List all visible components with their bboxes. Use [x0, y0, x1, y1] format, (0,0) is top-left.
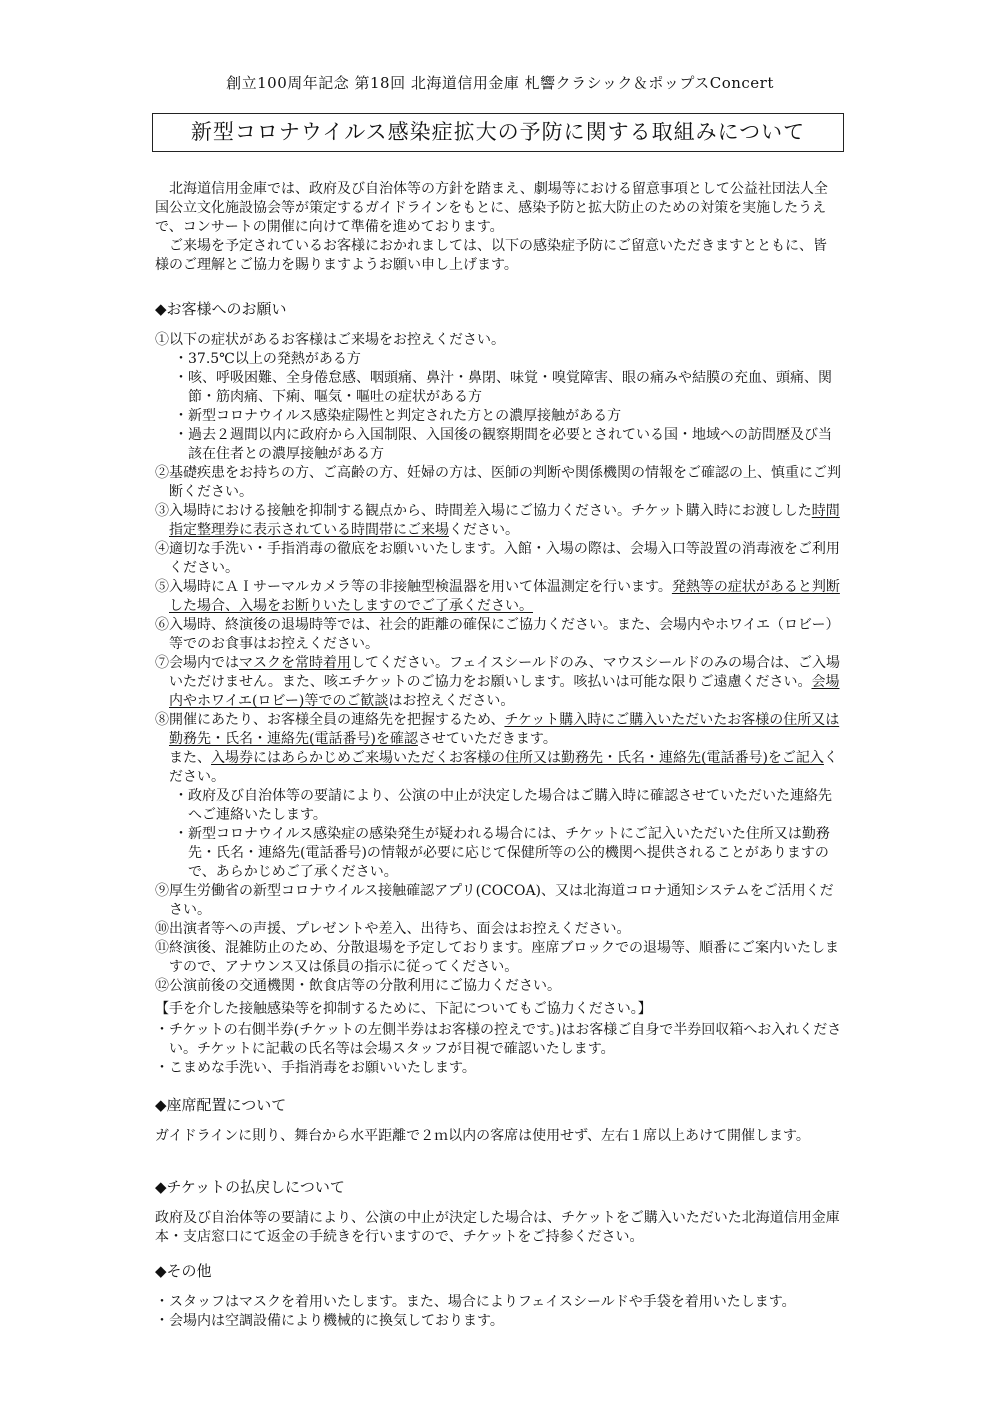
bullet-item: ・スタッフはマスクを着用いたします。また、場合によりフェイスシールドや手袋を着用いたします。: [155, 1294, 796, 1310]
section-text: ガイドラインに則り、舞台から水平距離で２ｍ以内の客席は使用せず、左右１席以上あけて開催します。: [155, 1128, 810, 1144]
section-heading: ◆座席配置について: [155, 1096, 287, 1114]
request-subitem: ・37.5℃以上の発熱がある方: [174, 351, 361, 367]
section-heading: ◆お客様へのお願い: [155, 300, 287, 318]
event-header: 創立100周年記念 第18回 北海道信用金庫 札響クラシック＆ポップスConcert: [226, 74, 774, 92]
request-item-continuation: また、入場券にはあらかじめご来場いただくお客様の住所又は勤務先・氏名・連絡先(電話番号)をご記入ください。: [169, 750, 838, 785]
request-item: ⑧開催にあたり、お客様全員の連絡先を把握するため、チケット購入時にご購入いただいたお客様の住所又は勤務先・氏名・連絡先(電話番号)を確認させていただきます。: [155, 712, 840, 747]
bullet-item: ・こまめな手洗い、手指消毒をお願いいたします。: [155, 1060, 476, 1076]
section-heading: 【手を介した接触感染等を抑制するために、下記についてもご協力ください。】: [155, 1001, 652, 1017]
request-subitem: ・新型コロナウイルス感染症陽性と判定された方との濃厚接触がある方: [174, 408, 622, 424]
request-item: ①以下の症状があるお客様はご来場をお控えください。: [155, 332, 505, 348]
seating-section: [155, 1096, 845, 1146]
underlined-text: 発熱等の症状があると判断した場合、入場をお断りいたしますのでご了承ください。: [169, 579, 840, 614]
intro: [155, 180, 835, 275]
section-heading: ◆その他: [155, 1262, 212, 1280]
refund-section: [155, 1178, 845, 1247]
section-heading: ◆チケットの払戻しについて: [155, 1178, 345, 1196]
intro-paragraph: ご来場を予定されているお客様におかれましては、以下の感染症予防にご留意いただきますとともに、皆様のご理解とご協力を賜りますようお願い申し上げます。: [155, 238, 827, 273]
request-item: ⑪終演後、混雑防止のため、分散退場を予定しております。座席ブロックでの退場等、順番にご案内いたしますので、アナウンス又は係員の指示に従ってください。: [155, 940, 840, 975]
request-subitem: ・過去２週間以内に政府から入国制限、入国後の観察期間を必要とされている国・地域への訪問歴及び当該在住者との濃厚接触がある方: [174, 427, 832, 462]
intro-paragraph: 北海道信用金庫では、政府及び自治体等の方針を踏まえ、劇場等における留意事項として公益社団法人全国公立文化施設協会等が策定するガイドラインをもとに、感染予防と拡大防止のための対策を実施したうえで、コンサートの開催に向けて準備を進めております。: [155, 181, 828, 235]
request-subitem: ・新型コロナウイルス感染症の感染発生が疑われる場合には、チケットにご記入いただいた住所又は勤務先・氏名・連絡先(電話番号)の情報が必要に応じて保健所等の公的機関へ提供されることがありますので、あらかじめご了承ください。: [174, 826, 830, 880]
bullet-item: ・チケットの右側半券(チケットの左側半券はお客様の控えです。)はお客様ご自身で半券回収箱へお入れください。チケットに記載の氏名等は会場スタッフが目視で確認いたします。: [155, 1022, 842, 1057]
request-item: ⑤入場時にＡＩサーマルカメラ等の非接触型検温器を用いて体温測定を行います。発熱等の症状があると判断した場合、入場をお断りいたしますのでご了承ください。: [155, 579, 840, 614]
request-item: ⑫公演前後の交通機関・飲食店等の分散利用にご協力ください。: [155, 978, 561, 994]
contact-section: [155, 1000, 845, 1078]
request-item: ⑦会場内ではマスクを常時着用してください。フェイスシールドのみ、マウスシールドのみの場合は、ご入場いただけません。また、咳エチケットのご協力をお願いします。咳払いは可能な限りご遠慮ください。会場内やホワイエ(ロビー)等でのご歓談はお控えください。: [155, 655, 841, 709]
request-item: ⑨厚生労働省の新型コロナウイルス接触確認アプリ(COCOA)、又は北海道コロナ通知システムをご活用ください。: [155, 883, 834, 918]
request-item: ⑩出演者等への声援、プレゼントや差入、出待ち、面会はお控えください。: [155, 921, 631, 937]
page-title: 新型コロナウイルス感染症拡大の予防に関する取組みについて: [152, 113, 844, 152]
request-subitem: ・政府及び自治体等の要請により、公演の中止が決定した場合はご購入時に確認させていただいた連絡先へご連絡いたします。: [174, 788, 832, 823]
request-item: ③入場時における接触を抑制する観点から、時間差入場にご協力ください。チケット購入時にお渡しした時間指定整理券に表示されている時間帯にご来場ください。: [155, 503, 840, 538]
bullet-item: ・会場内は空調設備により機械的に換気しております。: [155, 1313, 504, 1329]
request-item: ②基礎疾患をお持ちの方、ご高齢の方、妊婦の方は、医師の判断や関係機関の情報をご確認の上、慎重にご判断ください。: [155, 465, 841, 500]
request-item: ④適切な手洗い・手指消毒の徹底をお願いいたします。入館・入場の際は、会場入口等設置の消毒液をご利用ください。: [155, 541, 840, 576]
request-subitem: ・咳、呼吸困難、全身倦怠感、咽頭痛、鼻汁・鼻閉、味覚・嗅覚障害、眼の痛みや結膜の充血、頭痛、関節・筋肉痛、下痢、嘔気・嘔吐の症状がある方: [174, 370, 832, 405]
requests-section: [155, 300, 845, 996]
underlined-text: 会場内やホワイエ(ロビー)等でのご歓談: [169, 674, 840, 709]
other-section: [155, 1262, 845, 1331]
request-item: ⑥入場時、終演後の退場時等では、社会的距離の確保にご協力ください。また、会場内やホワイエ（ロビー）等でのお食事はお控えください。: [155, 617, 840, 652]
underlined-text: マスクを常時着用: [239, 655, 351, 671]
section-text: 政府及び自治体等の要請により、公演の中止が決定した場合は、チケットをご購入いただいた北海道信用金庫本・支店窓口にて返金の手続きを行いますので、チケットをご持参ください。: [155, 1210, 840, 1245]
underlined-text: チケット購入時にご購入いただいたお客様の住所又は勤務先・氏名・連絡先(電話番号)を確認: [169, 712, 840, 747]
underlined-text: 時間指定整理券に表示されている時間帯にご来場: [169, 503, 840, 538]
underlined-text: 入場券にはあらかじめご来場いただくお客様の住所又は勤務先・氏名・連絡先(電話番号)をご記入: [211, 750, 824, 766]
